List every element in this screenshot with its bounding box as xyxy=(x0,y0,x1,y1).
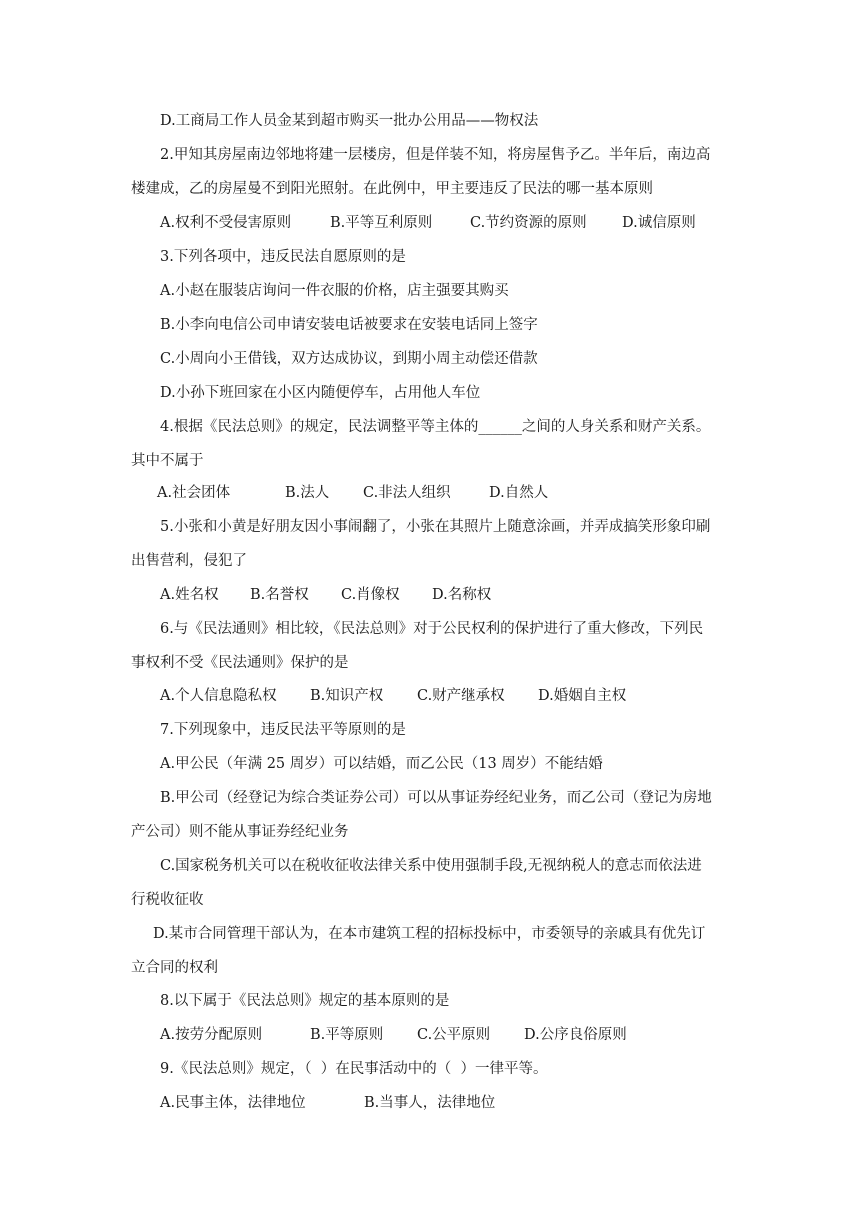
q1-option-d: D.工商局工作人员金某到超市购买一批办公用品——物权法 xyxy=(160,113,539,129)
q3-stem: 3.下列各项中，违反民法自愿原则的是 xyxy=(160,249,406,265)
q8-option-c: C.公平原则 xyxy=(417,1027,491,1043)
q9-option-a: A.民事主体，法律地位 xyxy=(160,1095,306,1111)
q2-stem-line-1: 2.甲知其房屋南边邻地将建一层楼房，但是佯装不知，将房屋售予乙。半年后，南边高 xyxy=(160,147,711,163)
q2-option-b: B.平等互利原则 xyxy=(330,215,433,231)
q8-option-d: D.公序良俗原则 xyxy=(524,1027,627,1043)
q5-option-d: D.名称权 xyxy=(432,587,492,603)
q2-option-c: C.节约资源的原则 xyxy=(470,215,587,231)
q7-option-a: A.甲公民（年满 25 周岁）可以结婚，而乙公民（13 周岁）不能结婚 xyxy=(160,756,603,772)
q6-option-d: D.婚姻自主权 xyxy=(538,688,627,704)
q7-option-d-line-1: D.某市合同管理干部认为，在本市建筑工程的招标投标中，市委领导的亲戚具有优先订 xyxy=(153,926,706,942)
q7-stem: 7.下列现象中，违反民法平等原则的是 xyxy=(160,722,406,738)
q7-option-d-line-2: 立合同的权利 xyxy=(131,960,218,976)
q8-options xyxy=(0,1025,860,1045)
q5-options xyxy=(0,585,860,605)
q6-options xyxy=(0,686,860,706)
q4-option-d: D.自然人 xyxy=(489,485,549,501)
q2-option-d: D.诚信原则 xyxy=(622,215,696,231)
q6-option-c: C.财产继承权 xyxy=(417,688,505,704)
q8-option-a: A.按劳分配原则 xyxy=(160,1027,263,1043)
q4-option-a: A.社会团体 xyxy=(157,485,231,501)
q9-option-b: B.当事人，法律地位 xyxy=(364,1095,496,1111)
q5-option-a: A.姓名权 xyxy=(160,587,219,603)
q2-option-a: A.权利不受侵害原则 xyxy=(160,215,292,231)
q9-stem: 9.《民法总则》规定，（ ）在民事活动中的（ ）一律平等。 xyxy=(160,1061,548,1077)
q8-option-b: B.平等原则 xyxy=(310,1027,384,1043)
q2-options xyxy=(0,213,860,233)
q3-option-b: B.小李向电信公司申请安装电话被要求在安装电话同上签字 xyxy=(160,317,538,333)
q4-option-c: C.非法人组织 xyxy=(363,485,451,501)
q4-options xyxy=(0,483,860,503)
q4-stem-line-2: 其中不属于 xyxy=(131,453,204,469)
q3-option-d: D.小孙下班回家在小区内随便停车，占用他人车位 xyxy=(160,385,481,401)
q3-option-c: C.小周向小王借钱，双方达成协议，到期小周主动偿还借款 xyxy=(160,351,538,367)
q4-option-b: B.法人 xyxy=(285,485,330,501)
q2-stem-line-2: 楼建成，乙的房屋曼不到阳光照射。在此例中，甲主要违反了民法的哪一基本原则 xyxy=(131,181,653,197)
q9-options xyxy=(0,1093,860,1113)
q7-option-c-line-2: 行税收征收 xyxy=(131,892,204,908)
q5-option-c: C.肖像权 xyxy=(341,587,400,603)
q3-option-a: A.小赵在服装店询问一件衣服的价格，店主强要其购买 xyxy=(160,283,509,299)
q6-stem-line-1: 6.与《民法通则》相比较，《民法总则》对于公民权利的保护进行了重大修改，下列民 xyxy=(160,621,704,637)
q7-option-b-line-1: B.甲公司（经登记为综合类证券公司）可以从事证券经纪业务，而乙公司（登记为房地 xyxy=(160,790,712,806)
q6-option-a: A.个人信息隐私权 xyxy=(160,688,277,704)
q8-stem: 8.以下属于《民法总则》规定的基本原则的是 xyxy=(160,993,450,1009)
q5-stem-line-1: 5.小张和小黄是好朋友因小事闹翻了，小张在其照片上随意涂画，并弄成搞笑形象印刷 xyxy=(160,519,711,535)
q6-stem-line-2: 事权利不受《民法通则》保护的是 xyxy=(131,655,349,671)
q7-option-c-line-1: C.国家税务机关可以在税收征收法律关系中使用强制手段,无视纳税人的意志而依法进 xyxy=(160,858,702,874)
q4-stem-line-1: 4.根据《民法总则》的规定，民法调整平等主体的______之间的人身关系和财产关系。 xyxy=(160,419,711,435)
q5-stem-line-2: 出售营利，侵犯了 xyxy=(131,553,247,569)
q5-option-b: B.名誉权 xyxy=(250,587,309,603)
q6-option-b: B.知识产权 xyxy=(310,688,384,704)
q7-option-b-line-2: 产公司）则不能从事证券经纪业务 xyxy=(131,824,349,840)
